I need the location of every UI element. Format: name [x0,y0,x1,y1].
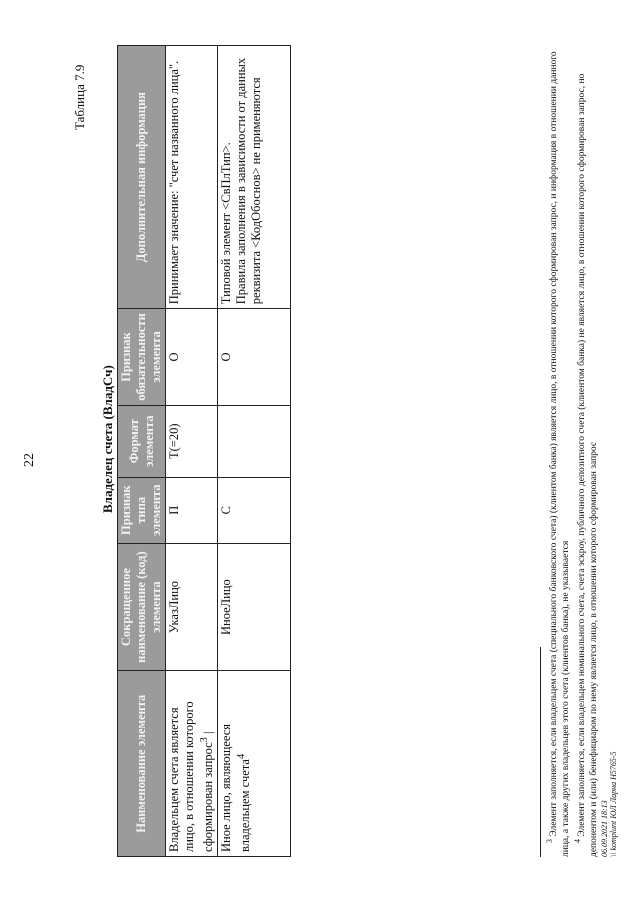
footnote-divider [540,647,541,857]
footnote-text: Элемент заполняется, если владельцем счета (специального банковского счета) (клиентом банка) является лицо, в отношении которого сформирован запрос, и информация в отношении данного лица, а также других владельцев этого счета (клиентов банка), не указывается [549,51,571,857]
stamp-line: 06.09.2021 18:13 [600,800,610,857]
header-additional-info: Дополнительная информация [118,46,166,309]
info-line: Принимает значение: "счет названного лица". [167,60,181,305]
table-label: Таблица 7.9 [72,64,87,130]
cell-name-text: Иное лицо, являющееся владельцем счета [219,723,253,852]
page-number: 22 [22,453,37,467]
cell-name-tail: | [201,731,216,738]
cell-element-format [218,405,291,477]
info-line: Правила заполнения в зависимости от данных реквизита <КодОбоснов> не применяются [234,57,264,305]
cell-element-code: УказЛицо [166,543,218,671]
table-title: Владелец счета (ВладСч) [100,365,115,513]
cell-element-code: ИноеЛицо [218,543,291,671]
stamp-line: \\ komplunt ЮЛ Ларна Н5765-5 [609,751,619,857]
header-element-type: Признак типа элемента [118,477,166,543]
cell-element-type: П [166,477,218,543]
cell-element-required: О [218,309,291,406]
footnote-text: Элемент заполняется, если владельцем номинального счета, счета эскроу, публичного депозитного счета (клиентом банка) не является лицо, в отношении которого сформирован запрос, но депонентом и (или) бенефициаром по нему является лицо, в отношении которого сформирован запрос [577,73,599,857]
cell-element-format: Т(=20) [166,405,218,477]
cell-element-type: С [218,477,291,543]
cell-element-required: О [166,309,218,406]
cell-additional-info [218,46,291,309]
cell-element-name [218,671,291,857]
footnote-mark: 4 [573,839,583,843]
document-stamp [600,37,618,857]
table-row [218,46,291,857]
footnote-ref: 4 [236,753,248,760]
header-element-code: Сокращенное наименование (код) элемента [118,543,166,671]
header-element-format: Формат элемента [118,405,166,477]
footnote-item [572,37,600,857]
header-element-required: Признак обязательности элемента [118,309,166,406]
data-table [117,45,291,857]
footnote-mark: 3 [545,839,554,843]
footnote-item [544,37,572,857]
footnotes [540,37,618,857]
footnote-ref: 3 [199,737,210,743]
header-element-name: Наименование элемента [118,671,166,857]
cell-element-name [166,671,218,857]
info-line: Типовой элемент <СвПлТип>. [219,142,234,305]
table-row [166,46,218,857]
cell-additional-info [166,46,218,309]
table-header-row [118,46,166,857]
cell-name-text: Владельцем счета является лицо, в отношении которого сформирован запрос [167,701,216,852]
